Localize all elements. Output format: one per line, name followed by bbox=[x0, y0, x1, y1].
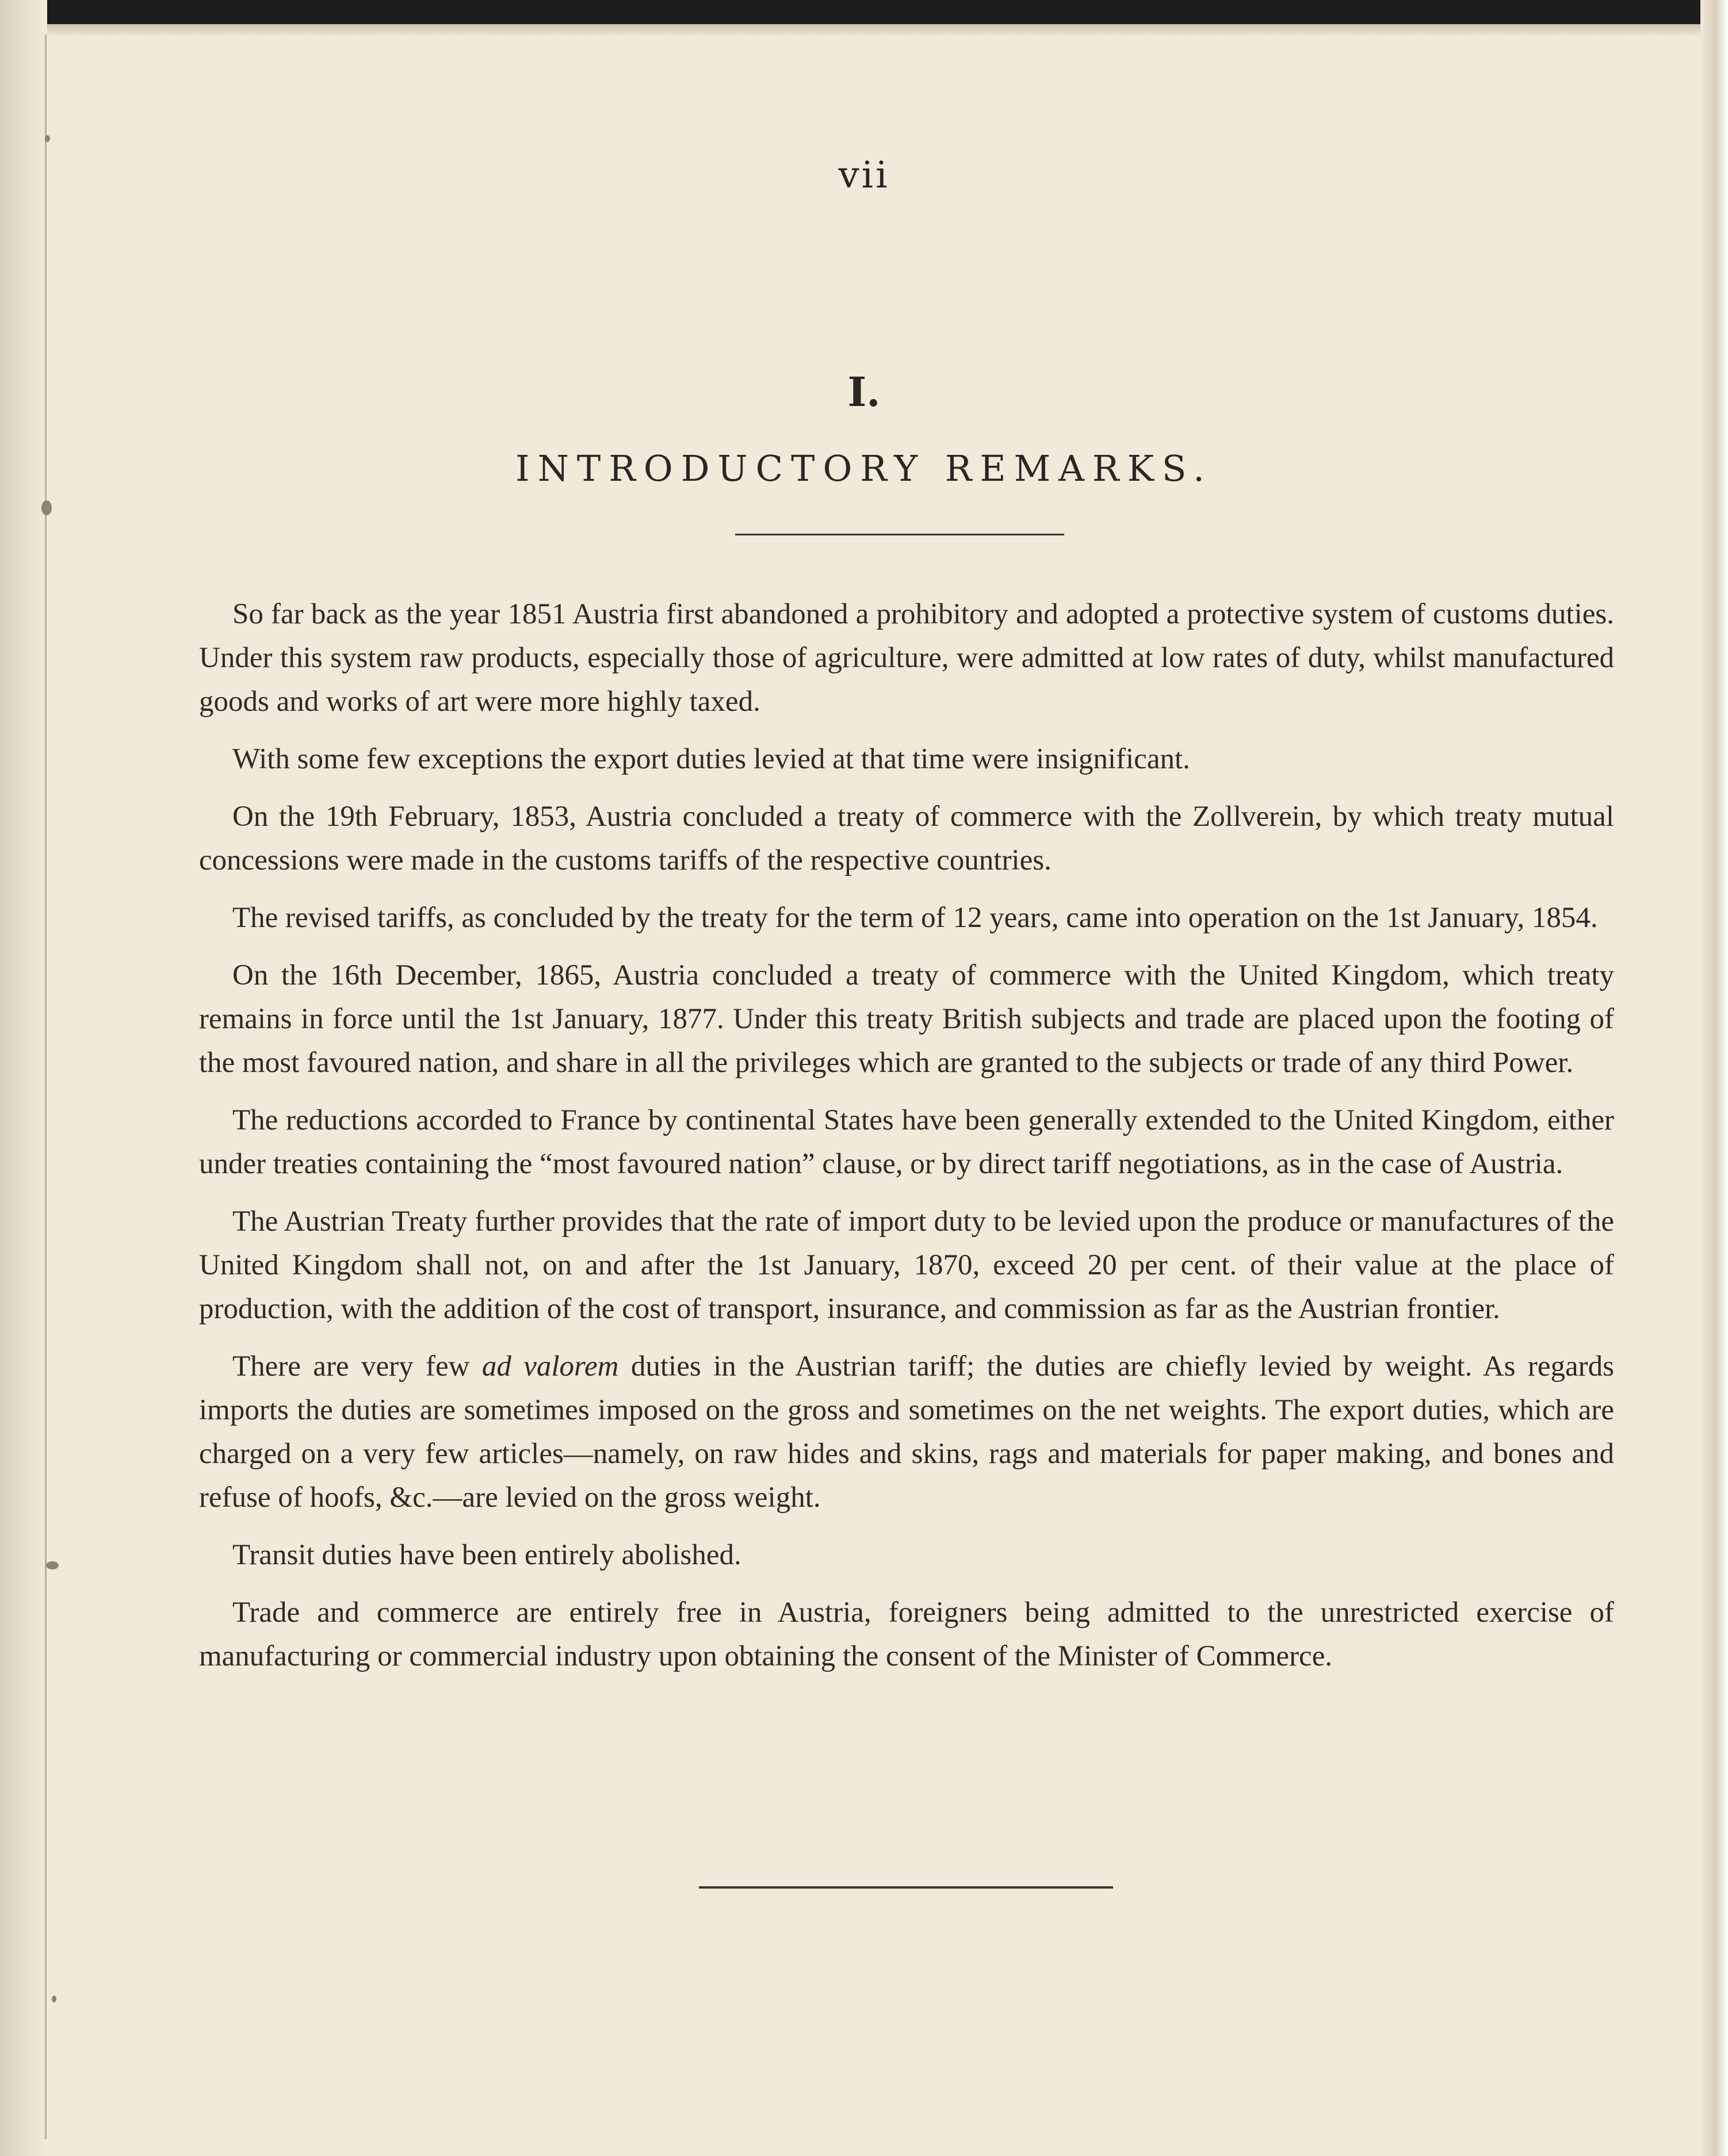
paper-blemish bbox=[41, 500, 52, 515]
scan-top-shadow bbox=[0, 24, 1728, 37]
title-divider-rule bbox=[735, 534, 1064, 535]
paragraph: The revised tariffs, as concluded by the treaty for the term of 12 years, came into operation on the 1st January, 1854. bbox=[232, 902, 1598, 934]
paragraph-text: duties in the Austrian tariff; the duties are chiefly levied by weight. As regards imports the duties are sometimes imposed on the gross and sometimes on the net weights. The export duties, which are charged on a very few articles—namely, on raw hides and skins, rags and materials for paper making, and bones and refuse of hoofs, &c.—are levied on the gross weight. bbox=[199, 1350, 1615, 1514]
paragraph: The Austrian Treaty further provides that the rate of import duty to be levied upon the produce or manufactures of the United Kingdom shall not, on and after the 1st January, 1870, exceed 20 per cent. of their value at the place of production, with the addition of the cost of transport, insurance, and commission as far as the Austrian frontier. bbox=[199, 1205, 1614, 1325]
paragraph bbox=[199, 1345, 1614, 1519]
paragraph-text: There are very few bbox=[232, 1350, 482, 1383]
body-text bbox=[199, 592, 1614, 1692]
paragraph: So far back as the year 1851 Austria first abandoned a prohibitory and adopted a protective system of customs duties. Under this system raw products, especially those of agriculture, were admitted at low rates of duty, whilst manufactured goods and works of art were more highly taxed. bbox=[199, 598, 1614, 718]
page-gutter bbox=[0, 0, 47, 2156]
paper-blemish bbox=[52, 1996, 56, 2002]
paragraph: With some few exceptions the export duties levied at that time were insignificant. bbox=[232, 743, 1190, 775]
section-number: I. bbox=[847, 368, 881, 416]
section-title: INTRODUCTORY REMARKS. bbox=[515, 447, 1213, 489]
paragraph: The reductions accorded to France by continental States have been generally extended to the United Kingdom, either under treaties containing the “most favoured nation” clause, or by direct tariff negotiations, as in the case of Austria. bbox=[199, 1104, 1614, 1180]
page-number: vii bbox=[838, 154, 890, 197]
paragraph: On the 16th December, 1865, Austria concluded a treaty of commerce with the United Kingdom, which treaty remains in force until the 1st January, 1877. Under this treaty British subjects and trade are placed upon the footing of the most favoured nation, and share in all the privileges which are granted to the subjects or trade of any third Power. bbox=[199, 959, 1614, 1079]
end-divider-rule bbox=[699, 1886, 1113, 1889]
paper-blemish bbox=[46, 1561, 59, 1569]
paragraph: On the 19th February, 1853, Austria concluded a treaty of commerce with the Zollverein, by which treaty mutual concessions were made in the customs tariffs of the respective countries. bbox=[199, 801, 1614, 876]
paragraph: Transit duties have been entirely abolished. bbox=[232, 1539, 741, 1571]
paragraph: Trade and commerce are entirely free in Austria, foreigners being admitted to the unrestricted exercise of manufacturing or commercial industry upon obtaining the consent of the Minister of Commerce. bbox=[199, 1596, 1614, 1672]
italic-phrase: ad valorem bbox=[481, 1350, 619, 1383]
binding-line bbox=[45, 35, 47, 2139]
page-right-edge bbox=[1700, 0, 1728, 2156]
paper-blemish bbox=[45, 135, 50, 142]
scan-top-edge bbox=[0, 0, 1728, 24]
